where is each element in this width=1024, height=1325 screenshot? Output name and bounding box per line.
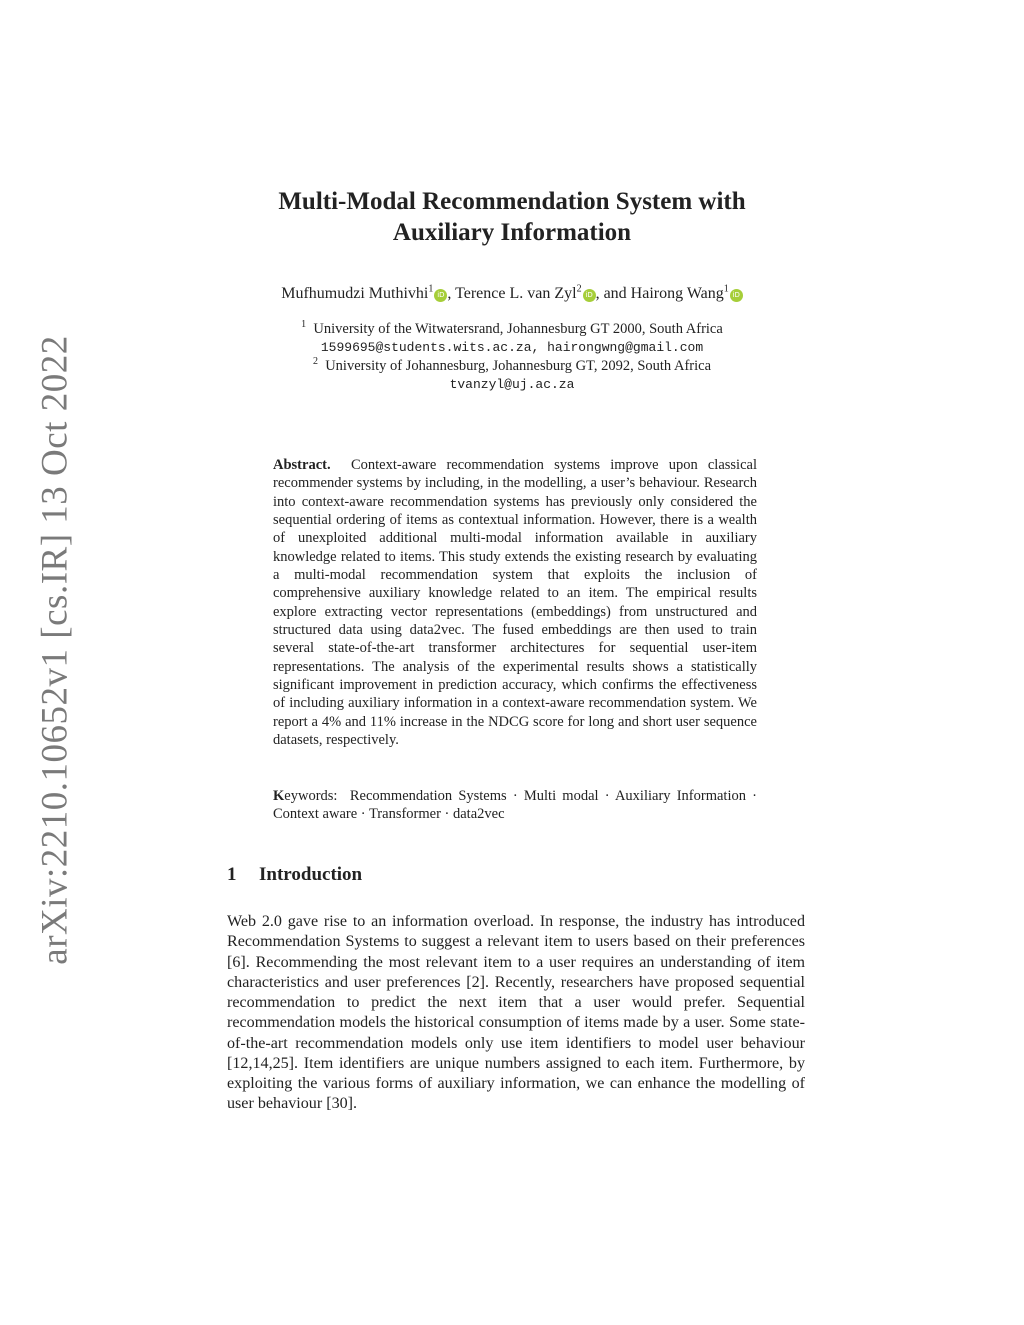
orcid-icon[interactable]: iD bbox=[730, 289, 743, 302]
author-affiliation-marker: 2 bbox=[576, 283, 582, 295]
introduction-body bbox=[227, 912, 805, 1115]
author-affiliation-marker: 1 bbox=[428, 283, 434, 295]
author-list bbox=[0, 284, 1024, 304]
affiliation-1 bbox=[0, 320, 1024, 339]
author-affiliation-marker: 1 bbox=[723, 283, 729, 295]
paragraph: Web 2.0 gave rise to an information overload. In response, the industry has introduced Recommendation Systems to suggest a relevant item to users based on their preferences [6]. Recommending the most relevant item to a user requires an understanding of item characteristics and user preferences [2]. Recently, researchers have proposed sequential recommendation to predict the next item that a user would prefer. Sequential recommendation models the historical consumption of items made by a user. Some state-of-the-art recommendation models only use item identifiers to model user behaviour [12,14,25]. Item identifiers are unique numbers assigned to each item. Furthermore, by exploiting the various forms of auxiliary information, we can enhance the modelling of user behaviour [30]. bbox=[227, 913, 805, 1113]
keywords bbox=[273, 787, 757, 824]
arxiv-identifier: arXiv:2210.10652v1 [cs.IR] 13 Oct 2022 bbox=[34, 335, 76, 965]
keywords-label: eywords: bbox=[284, 788, 338, 804]
affiliation-number: 1 bbox=[301, 319, 307, 331]
affiliation-2 bbox=[0, 357, 1024, 376]
affiliation-name: University of the Witwatersrand, Johannesburg GT 2000, South Africa bbox=[313, 321, 723, 337]
abstract bbox=[273, 456, 757, 750]
author-name: Terence L. van Zyl bbox=[455, 285, 577, 302]
affiliation-name: University of Johannesburg, Johannesburg GT, 2092, South Africa bbox=[325, 358, 712, 374]
affiliations bbox=[0, 320, 1024, 394]
title-line-2: Auxiliary Information bbox=[392, 219, 632, 246]
section-heading bbox=[227, 863, 362, 887]
affiliation-email: 1599695@students.wits.ac.za, hairongwng@gmail.com bbox=[320, 339, 704, 355]
affiliation-number: 2 bbox=[312, 356, 318, 368]
section-number: 1 bbox=[227, 864, 237, 885]
abstract-text: Context-aware recommendation systems improve upon classical recommender systems by including, in the modelling, a user’s behaviour. Research into context-aware recommendation systems has previously only considered the sequential ordering of items as contextual information. However, there is a wealth of unexploited additional multi-modal information available in auxiliary knowledge related to items. This study extends the existing research by evaluating a multi-modal recommendation system that exploits the inclusion of comprehensive auxiliary knowledge related to an item. The empirical results explore extracting vector representations (embeddings) from unstructured and structured data using data2vec. The fused embeddings are then used to train several state-of-the-art transformer architectures for sequential user-item representations. The analysis of the experimental results shows a statistically significant improvement in prediction accuracy, which confirms the effectiveness of including auxiliary information in a context-aware recommendation system. We report a 4% and 11% increase in the NDCG score for long and short user sequence datasets, respectively. bbox=[273, 457, 757, 749]
section-title: Introduction bbox=[259, 864, 363, 885]
author-name: Mufhumudzi Muthivhi bbox=[281, 285, 429, 302]
keywords-label-initial: K bbox=[273, 788, 285, 804]
abstract-label: Abstract. bbox=[273, 457, 331, 473]
title-line-1: Multi-Modal Recommendation System with bbox=[278, 188, 746, 215]
affiliation-email: tvanzyl@uj.ac.za bbox=[449, 376, 575, 392]
author-separator: , bbox=[447, 285, 456, 302]
keywords-text: Recommendation Systems · Multi modal · Auxiliary Information · Context aware · Transformer · data2vec bbox=[273, 788, 758, 823]
orcid-icon[interactable]: iD bbox=[583, 289, 596, 302]
author-separator: , and bbox=[595, 285, 631, 302]
author-name: Hairong Wang bbox=[630, 285, 724, 302]
orcid-icon[interactable]: iD bbox=[434, 289, 447, 302]
paper-title bbox=[0, 186, 1024, 248]
